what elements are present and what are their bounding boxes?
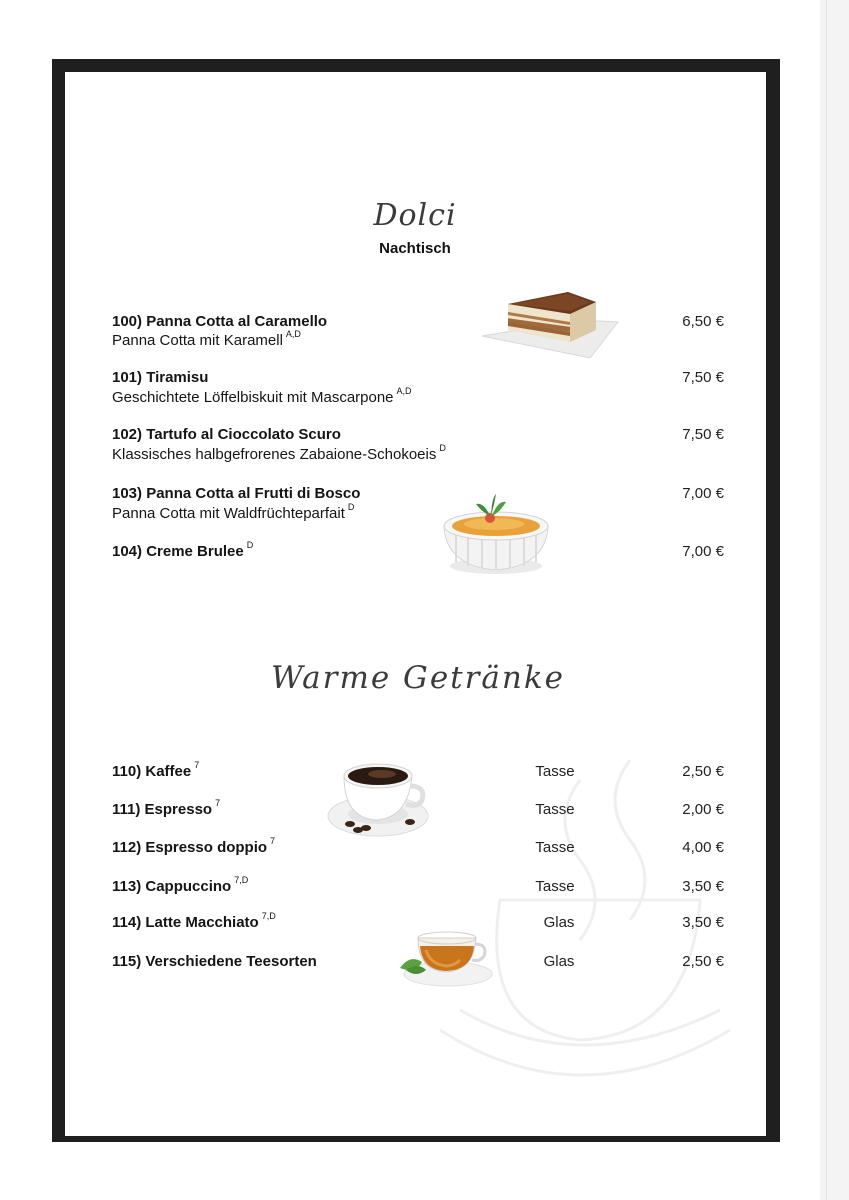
drink-111-unit: Tasse (535, 801, 575, 818)
drink-112-title: 112) Espresso doppio $^7$ (112, 836, 276, 856)
drink-114-unit: Glas (543, 914, 575, 931)
page-edge (820, 0, 849, 1200)
drink-110-price: 2,50 € (682, 763, 724, 780)
drink-115-title: 115) Verschiedene Teesorten (112, 953, 317, 970)
dessert-100-price: 6,50 € (682, 313, 724, 330)
dolci-subtitle: Nachtisch (379, 240, 451, 257)
dessert-102-desc: Klassisches halbgefrorenes Zabaione-Schokoeis $^D$ (112, 443, 446, 463)
dessert-102-title: 102) Tartufo al Cioccolato Scuro (112, 426, 341, 443)
drink-113-title: 113) Cappuccino $^{7,D}$ (112, 875, 249, 895)
dessert-102-price: 7,50 € (682, 426, 724, 443)
dessert-100-title: 100) Panna Cotta al Caramello (112, 313, 328, 330)
drink-111-title: 111) Espresso $^7$ (112, 798, 221, 818)
drink-113-price: 3,50 € (682, 878, 724, 895)
tea-glass-image (396, 924, 496, 990)
drink-110-unit: Tasse (535, 763, 575, 780)
creme-brulee-image (436, 492, 556, 576)
tiramisu-image (478, 284, 620, 364)
drink-112-unit: Tasse (535, 839, 575, 856)
drink-115-price: 2,50 € (682, 953, 724, 970)
dessert-104-price: 7,00 € (682, 543, 724, 560)
dolci-title: Dolci (373, 198, 457, 233)
drinks-title: Warme Getränke (270, 660, 566, 696)
page-edge-line (826, 0, 827, 1200)
dessert-101-price: 7,50 € (682, 369, 724, 386)
dessert-103-title: 103) Panna Cotta al Frutti di Bosco (112, 485, 361, 502)
coffee-cup-image (326, 756, 432, 842)
dessert-103-price: 7,00 € (682, 485, 724, 502)
dessert-104-title: 104) Creme Brulee $^D$ (112, 540, 254, 560)
dessert-103-desc: Panna Cotta mit Waldfrüchteparfait $^D$ (112, 502, 355, 522)
dessert-100-desc: Panna Cotta mit Karamell $^{A,D}$ (112, 329, 301, 349)
dessert-101-desc: Geschichtete Löffelbiskuit mit Mascarpone $^{A,D}$ (112, 386, 412, 406)
drink-114-title: 114) Latte Macchiato $^{7,D}$ (112, 911, 276, 931)
drink-113-unit: Tasse (535, 878, 575, 895)
drink-115-unit: Glas (543, 953, 575, 970)
drink-111-price: 2,00 € (682, 801, 724, 818)
drink-110-title: 110) Kaffee $^7$ (112, 760, 200, 780)
drink-114-price: 3,50 € (682, 914, 724, 931)
drink-112-price: 4,00 € (682, 839, 724, 856)
dessert-101-title: 101) Tiramisu (112, 369, 209, 386)
